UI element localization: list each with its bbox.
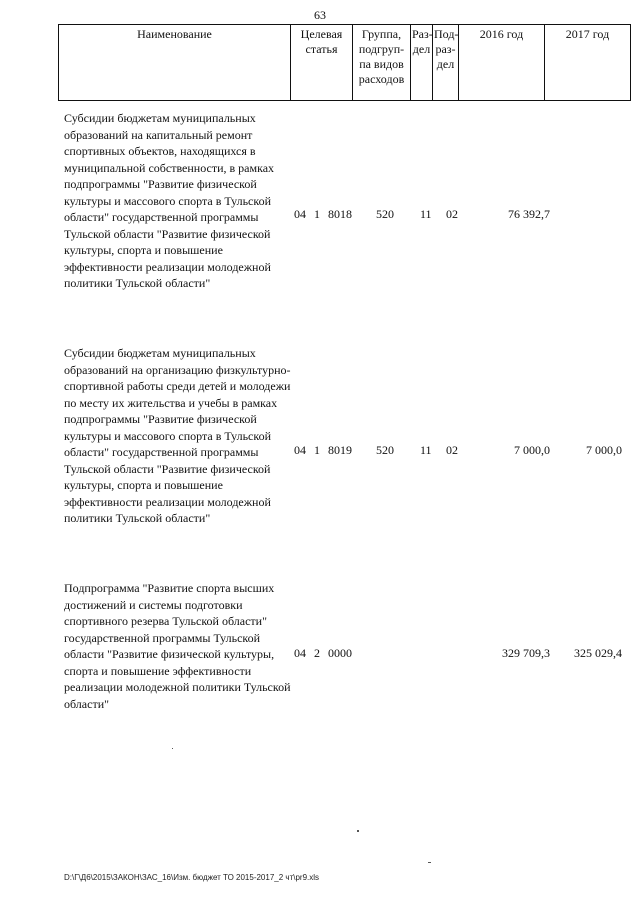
row-expense-group: 520 xyxy=(376,207,394,221)
header-year-2016: 2016 год xyxy=(459,25,545,101)
row-section: 11 xyxy=(420,443,432,457)
header-row xyxy=(59,25,631,101)
scan-speck xyxy=(357,830,359,832)
row-amount-2017: 325 029,4 xyxy=(574,646,622,660)
row-target-article-subprogram: 1 xyxy=(314,443,320,457)
row-name: Субсидии бюджетам муниципальных образований на организацию физкультурно-спортивной работы среди детей и молодежи по месту их жительства и учебы в рамках подпрограммы "Развитие физической культуры и массового спорта в Тульской области" государственной программы Тульской области "Развитие физической культуры, спорта и повышение эффективности реализации молодежной политики Тульской области" xyxy=(64,346,291,525)
row-target-article-program: 04 xyxy=(294,443,306,457)
header-year-2017: 2017 год xyxy=(545,25,631,101)
header-name: Наименование xyxy=(59,25,291,101)
row-subsection: 02 xyxy=(446,443,458,457)
header-subsection: Под-раз-дел xyxy=(433,25,459,101)
row-name: Субсидии бюджетам муниципальных образований на капитальный ремонт спортивных объектов, находящихся в муниципальной собственности, в рамках подпрограммы "Развитие физической культуры и массового спорта в Тульской области" государственной программы Тульской области "Развитие физической культуры, спорта и повышение эффективности реализации молодежной политики Тульской области" xyxy=(64,111,275,290)
row-subsection: 02 xyxy=(446,207,458,221)
row-target-article-program: 04 xyxy=(294,207,306,221)
row-target-article-direction: 0000 xyxy=(328,646,352,660)
row-target-article-subprogram: 2 xyxy=(314,646,320,660)
row-amount-2016: 76 392,7 xyxy=(508,207,550,221)
scan-speck xyxy=(428,862,431,863)
table-row xyxy=(58,580,630,740)
row-target-article-subprogram: 1 xyxy=(314,207,320,221)
table-row xyxy=(58,110,630,320)
table-row xyxy=(58,345,630,560)
header-section: Раз-дел xyxy=(411,25,433,101)
page-number: 63 xyxy=(314,8,326,22)
header-target-article: Целевая статья xyxy=(291,25,353,101)
row-expense-group: 520 xyxy=(376,443,394,457)
row-amount-2016: 7 000,0 xyxy=(514,443,550,457)
row-name: Подпрограмма "Развитие спорта высших достижений и системы подготовки спортивного резерва Тульской области" государственной программы Тульской области "Развитие физической культуры, спорта и повышение эффективности реализации молодежной политики Тульской области" xyxy=(64,581,291,711)
header-expense-group: Группа, подгруп-па видов расходов xyxy=(353,25,411,101)
budget-table-header xyxy=(58,24,631,101)
scan-speck xyxy=(172,748,173,749)
row-target-article-direction: 8019 xyxy=(328,443,352,457)
row-amount-2016: 329 709,3 xyxy=(502,646,550,660)
file-path-footer: D:\Г\Д6\2015\ЗАКОН\ЗАС_16\Изм. бюджет ТО 2015-2017_2 чт\pr9.xls xyxy=(64,873,320,882)
row-target-article-direction: 8018 xyxy=(328,207,352,221)
row-section: 11 xyxy=(420,207,432,221)
row-target-article-program: 04 xyxy=(294,646,306,660)
row-amount-2017: 7 000,0 xyxy=(586,443,622,457)
